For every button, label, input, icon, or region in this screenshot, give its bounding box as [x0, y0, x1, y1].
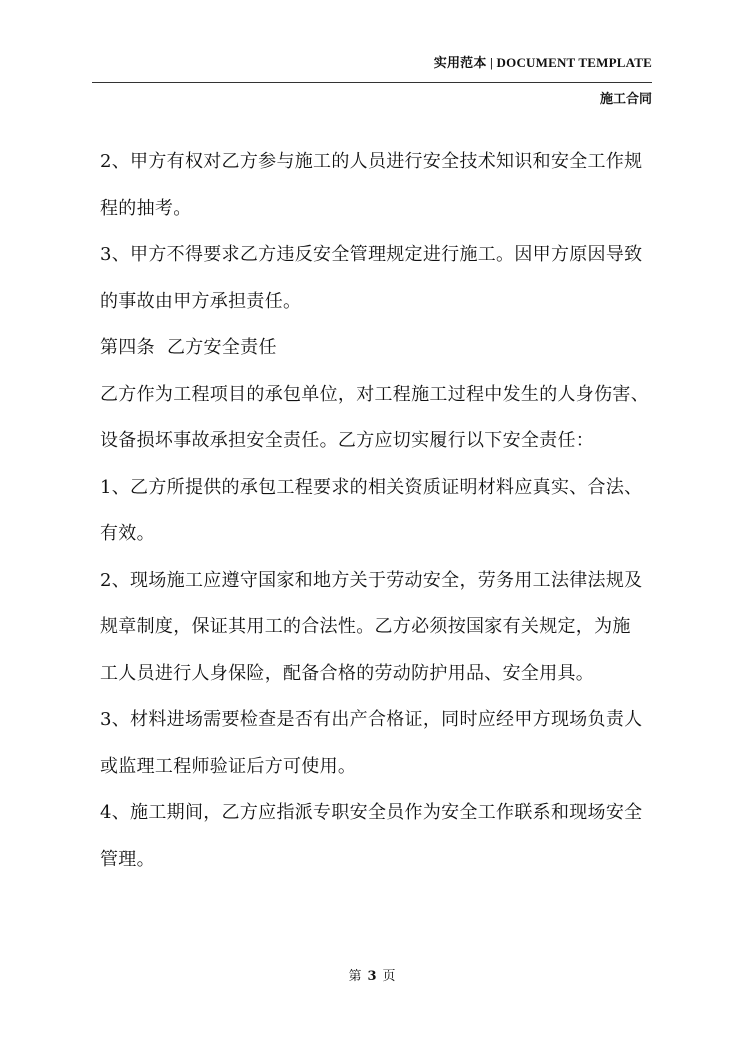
section-heading: 第四条 乙方安全责任 [100, 337, 277, 358]
body-line: 3、甲方不得要求乙方违反安全管理规定进行施工。因甲方原因导致 [100, 244, 643, 265]
body-line: 工人员进行人身保险，配备合格的劳动防护用品、安全用具。 [100, 662, 595, 684]
header-brand: 实用范本 | DOCUMENT TEMPLATE [433, 55, 652, 70]
document-title: 施工合同 [599, 92, 652, 107]
body-line: 设备损坏事故承担安全责任。乙方应切实履行以下安全责任： [100, 430, 595, 451]
document-body [100, 139, 655, 883]
body-line: 1、乙方所提供的承包工程要求的相关资质证明材料应真实、合法、 [100, 476, 643, 498]
body-line: 或监理工程师验证后方可使用。 [100, 755, 357, 777]
page-number-prefix: 第 [348, 969, 362, 984]
body-line: 2、甲方有权对乙方参与施工的人员进行安全技术知识和安全工作规 [100, 151, 643, 172]
body-line: 有效。 [100, 523, 155, 544]
body-line: 2、现场施工应遵守国家和地方关于劳动安全，劳务用工法律法规及 [100, 569, 643, 591]
page-number-value: 3 [367, 969, 377, 984]
body-line: 规章制度，保证其用工的合法性。乙方必须按国家有关规定，为施 [100, 616, 631, 637]
body-line: 程的抽考。 [100, 197, 192, 219]
body-line: 乙方作为工程项目的承包单位，对工程施工过程中发生的人身伤害、 [100, 383, 649, 405]
body-line: 管理。 [100, 848, 155, 870]
body-line: 3、材料进场需要检查是否有出产合格证，同时应经甲方现场负责人 [100, 709, 643, 730]
body-line: 4、施工期间，乙方应指派专职安全员作为安全工作联系和现场安全 [100, 802, 643, 823]
header-divider [92, 82, 652, 83]
page-number [0, 965, 744, 984]
body-line: 的事故由甲方承担责任。 [100, 290, 302, 312]
page-number-suffix: 页 [382, 969, 396, 984]
